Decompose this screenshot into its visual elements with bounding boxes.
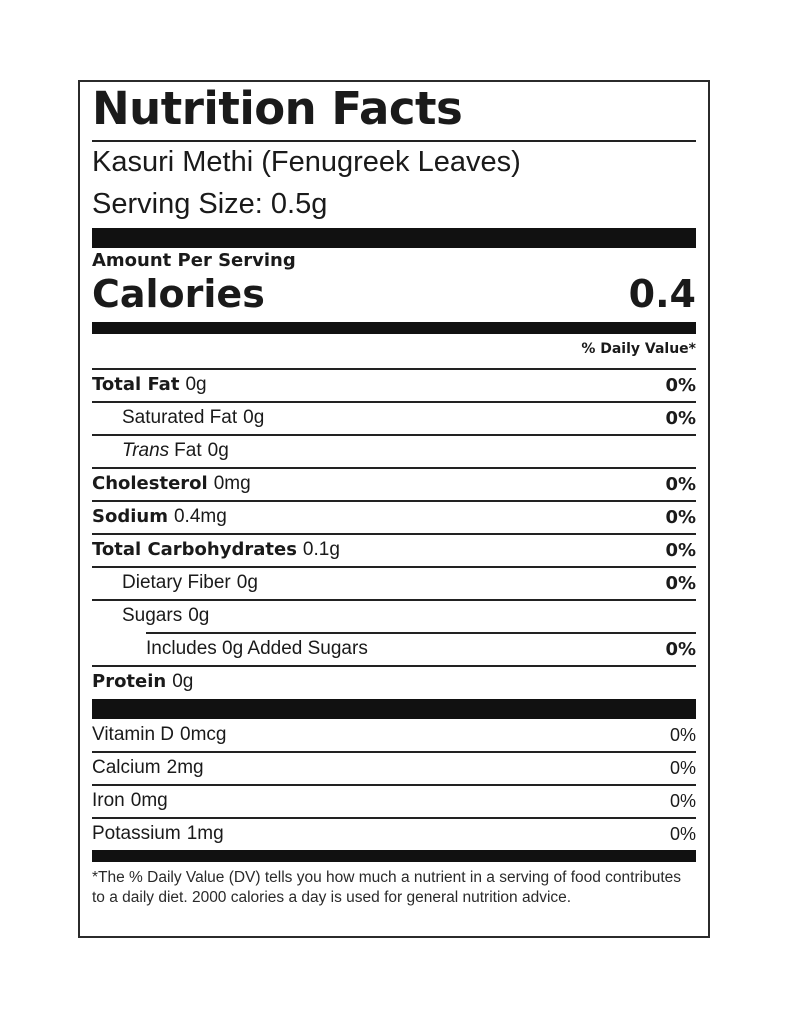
nutrient-amount: 0g (236, 572, 258, 593)
amount-per-serving: Amount Per Serving (92, 250, 296, 271)
nutrient-dv: 0% (665, 374, 696, 396)
vitamin-row-potassium (92, 819, 696, 849)
nutrient-amount: 0mg (213, 473, 251, 494)
vitamin-name: Iron (92, 790, 125, 811)
nutrient-row-sodium (92, 502, 696, 532)
nutrient-amount: 0g (207, 440, 229, 461)
nutrient-name: Total Fat (92, 374, 180, 395)
nutrient-dv: 0% (665, 407, 696, 429)
label-title: Nutrition Facts (92, 82, 463, 135)
title-rule (92, 140, 696, 142)
serving-size: Serving Size: 0.5g (92, 188, 328, 220)
product-name: Kasuri Methi (Fenugreek Leaves) (92, 146, 521, 178)
vitamin-dv: 0% (669, 724, 696, 745)
calories-label: Calories (92, 272, 265, 316)
nutrient-row-dietary-fiber (92, 568, 696, 598)
nutrient-row-cholesterol (92, 469, 696, 499)
nutrient-dv: 0% (665, 572, 696, 594)
nutrient-amount: 0.4mg (173, 506, 227, 527)
nutrient-dv: 0% (665, 638, 696, 660)
nutrient-dv: 0% (665, 473, 696, 495)
vitamin-name: Calcium (92, 757, 161, 778)
nutrient-row-sugars (92, 601, 696, 631)
nutrient-row-trans-fat (92, 436, 696, 466)
thick-bar-calories (92, 322, 696, 334)
nutrient-row-total-fat (92, 370, 696, 400)
nutrient-row-protein (92, 667, 696, 697)
daily-value-header: % Daily Value* (581, 341, 696, 357)
vitamin-dv: 0% (669, 823, 696, 844)
nutrient-row-added-sugars (92, 634, 696, 664)
nutrient-amount: 0.1g (302, 539, 340, 560)
nutrient-name: Saturated Fat (122, 407, 238, 428)
thick-bar-vitamins (92, 699, 696, 719)
nutrient-name: Sodium (92, 506, 168, 527)
nutrient-dv: 0% (665, 506, 696, 528)
vitamin-row-calcium (92, 753, 696, 783)
vitamin-row-vitamin-d (92, 720, 696, 750)
vitamin-amount: 2mg (166, 757, 204, 778)
vitamin-row-iron (92, 786, 696, 816)
footnote: *The % Daily Value (DV) tells you how much a nutrient in a serving of food contributes to a daily diet. 2000 calories a day is used for general nutrition advice. (92, 869, 681, 906)
nutrient-name: Sugars (122, 605, 183, 626)
vitamin-amount: 1mg (186, 823, 224, 844)
vitamin-dv: 0% (669, 757, 696, 778)
nutrient-amount: 0g (188, 605, 210, 626)
nutrient-name-italic: Trans (122, 440, 170, 461)
nutrient-row-saturated-fat (92, 403, 696, 433)
nutrition-label (78, 80, 710, 938)
nutrient-name: Dietary Fiber (122, 572, 231, 593)
nutrient-name: Cholesterol (92, 473, 208, 494)
calories-value: 0.4 (628, 272, 696, 316)
nutrient-amount: 0g (185, 374, 207, 395)
nutrient-name: Fat (174, 440, 202, 461)
nutrient-row-total-carbohydrates (92, 535, 696, 565)
vitamin-name: Potassium (92, 823, 181, 844)
vitamin-name: Vitamin D (92, 724, 175, 745)
vitamin-dv: 0% (669, 790, 696, 811)
thick-bar-footnote (92, 850, 696, 862)
vitamin-amount: 0mcg (180, 724, 227, 745)
nutrient-name: Includes 0g Added Sugars (146, 638, 368, 659)
nutrient-amount: 0g (172, 671, 194, 692)
nutrient-name: Protein (92, 671, 167, 692)
nutrient-amount: 0g (243, 407, 265, 428)
vitamin-amount: 0mg (130, 790, 168, 811)
nutrient-dv: 0% (665, 539, 696, 561)
thick-bar-top (92, 228, 696, 248)
nutrient-name: Total Carbohydrates (92, 539, 297, 560)
